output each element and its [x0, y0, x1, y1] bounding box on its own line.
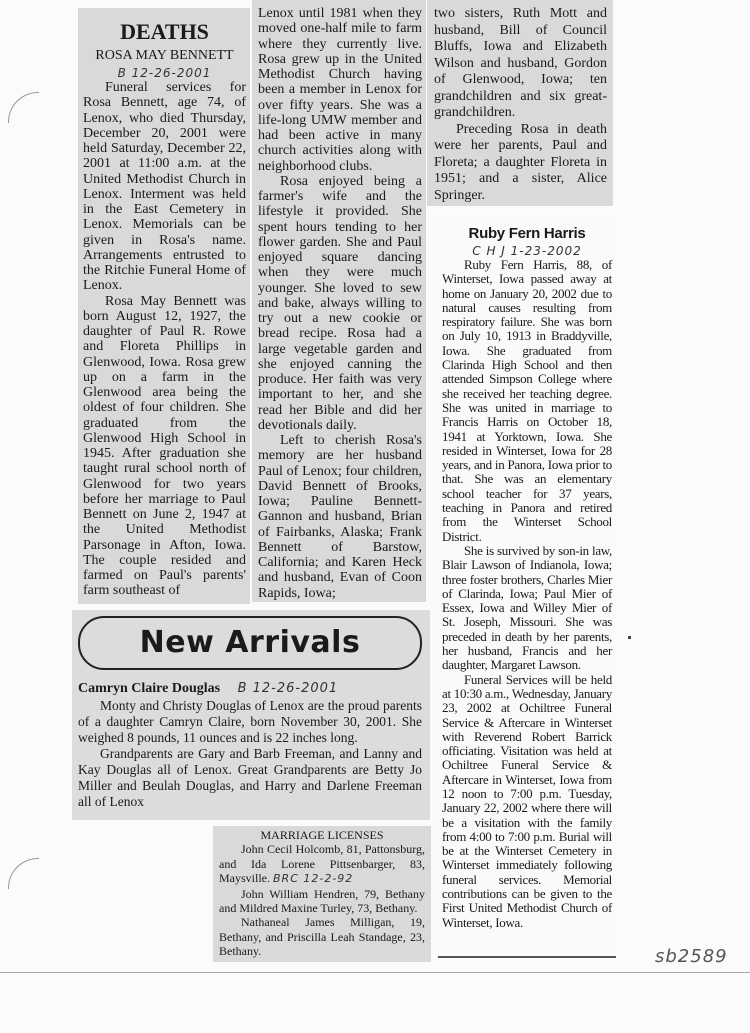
obituary-paragraph: two sisters, Ruth Mott and husband, Bill of Council Bluffs, Iowa and Elizabeth Wilson and husband, Gordon of Glenwood, Iowa; ten grandchildren and six great-grandchildren.: [434, 6, 607, 120]
handwritten-date: C H J 1-23-2002: [472, 244, 582, 258]
obituary-paragraph: Rosa May Bennett was born August 12, 1927, the daughter of Paul R. Rowe and Floreta Phillips in Glenwood, Iowa. Rosa grew up on a farm in the Glenwood area being the oldest of four children. She graduated from the Glenwood High School in 1945. After graduation she taught rural school north of Glenwood for two years before her marriage to Paul Bennett on June 2, 1947 at the United Methodist Parsonage in Afton, Iowa. The couple resided and farmed on Paul's parents' farm southeast of: [83, 293, 246, 599]
handwritten-page-id: sb2589: [655, 946, 728, 967]
new-arrivals-clipping: [72, 610, 430, 820]
deaths-heading: DEATHS: [120, 19, 209, 44]
new-arrivals-banner: [78, 616, 422, 670]
handwritten-date: B 12-26-2001: [117, 66, 212, 80]
baby-name-line: [78, 680, 422, 698]
obituary-paragraph: She is survived by son-in law, Blair Lawson of Indianola, Iowa; three foster brothers, Charles Mier of Clarinda, Iowa; Paul Mier of Essex, Iowa and Willey Mier of St. Joseph, Missouri. She was preceded in death by her parents, her husband, Francis and her daughter, Margaret Lawson.: [442, 542, 612, 673]
baby-name: Camryn Claire Douglas: [78, 681, 221, 696]
deaths-column-3: [427, 0, 613, 206]
announcement-paragraph: Grandparents are Gary and Barb Freeman, and Lanny and Kay Douglas all of Lenox. Great Grandparents are Betty Jo Miller and Beulah Douglas, and Harry and Darlene Freeman all of Lenox: [78, 746, 422, 809]
announcement-paragraph: Monty and Christy Douglas of Lenox are the proud parents of a daughter Camryn Claire, born November 30, 2001. She weighed 8 pounds, 11 ounces and is 22 inches long.: [78, 698, 422, 745]
obituary-paragraph: Left to cherish Rosa's memory are her husband Paul of Lenox; four children, David Bennett of Brooks, Iowa; Pauline Bennett-Gannon and husband, Brian of Fairbanks, Alaska; Frank Bennett of Barstow, California; and Karen Heck and husband, Evan of Coon Rapids, Iowa;: [258, 433, 422, 601]
ruby-harris-obituary: [438, 218, 616, 958]
marriage-licenses-clipping: [213, 826, 431, 962]
handwritten-date: B 12-26-2001: [237, 681, 339, 696]
deaths-column-1: [78, 8, 250, 604]
obituary-name: Ruby Fern Harris: [468, 225, 586, 242]
handwritten-date: BRC 12-2-92: [273, 872, 354, 886]
obituary-paragraph: Funeral Services will be held at 10:30 a.m., Wednesday, January 23, 2002 at Ochiltree Funeral Service & Aftercare in Winterset with Reverend Robert Barrick officiating. Visitation was held at Ochiltree Funeral Service & Aftercare in Winterset, Iowa from 12 noon to 7:00 p.m. Tuesday, January 22, 2002 where there will be a visitation with the family from 4:00 to 7:00 p.m. Burial will be at the Winterset Cemetery in Winterset immediately following funeral services. Memorial contributions can be given to the First United Methodist Church of Winterset, Iowa.: [442, 671, 612, 930]
obituary-name: ROSA MAY BENNETT: [95, 48, 234, 63]
page-divider: [0, 972, 750, 973]
obituary-paragraph: Ruby Fern Harris, 88, of Winterset, Iowa passed away at home on January 20, 2002 due to natural causes resulting from respiratory failure. She was born on July 10, 1913 in Braddyville, Iowa. She graduated from Clarinda High School and then attended Simpson College where she received her teaching degree. She was united in marriage to Francis Harris on October 18, 1941 at Yorktown, Iowa. She resided in Winterset, Iowa for 28 years, and in Panora, Iowa prior to that. She was an elementary school teacher for 37 years, teaching in Panora and retired from the Winterset School District.: [442, 257, 612, 544]
obituary-paragraph: Funeral services for Rosa Bennett, age 74, of Lenox, who died Thursday, December 20, 2001 were held Saturday, December 22, 2001 at 11:00 a.m. at the United Methodist Church in Lenox. Interment was held in the East Cemetery in Lenox. Memorials can be given in Rosa's name. Arrangements entrusted to the Ritchie Funeral Home of Lenox.: [83, 80, 246, 294]
speck: [628, 636, 631, 639]
license-entry: [219, 842, 425, 886]
license-entry: John William Hendren, 79, Bethany and Mildred Maxine Turley, 73, Bethany.: [219, 886, 425, 916]
license-entry-text: John Cecil Holcomb, 81, Pattonsburg, and Ida Lorene Pittsenbarger, 83, Maysville.: [219, 842, 425, 886]
license-entry: Nathaneal James Milligan, 19, Bethany, and Priscilla Leah Standage, 23, Bethany.: [219, 915, 425, 959]
obituary-paragraph: Lenox until 1981 when they moved one-half mile to farm where they currently live. Rosa grew up in the United Methodist Church having been a member in Lenox for over fifty years. She was a life-long UMW member and had been active in many church activities along with neighborhood clubs.: [258, 6, 422, 174]
punch-hole-bottom: [8, 858, 39, 889]
deaths-column-2: [252, 0, 426, 602]
punch-hole-top: [8, 92, 39, 123]
banner-title: New Arrivals: [139, 625, 361, 660]
marriage-heading: MARRIAGE LICENSES: [260, 828, 384, 842]
obituary-paragraph: Rosa enjoyed being a farmer's wife and the lifestyle it provided. She spent hours tending to her flower garden. She and Paul enjoyed square dancing when they were much younger. She loved to sew and bake, always willing to try out a new cookie or bread recipe. Rosa had a large vegetable garden and she enjoyed canning the produce. Her faith was very important to her, and she read her Bible and did her devotionals daily.: [258, 173, 422, 433]
obituary-paragraph: Preceding Rosa in death were her parents, Paul and Floreta; a daughter Floreta in 1951; and a sister, Alice Springer.: [434, 121, 607, 203]
